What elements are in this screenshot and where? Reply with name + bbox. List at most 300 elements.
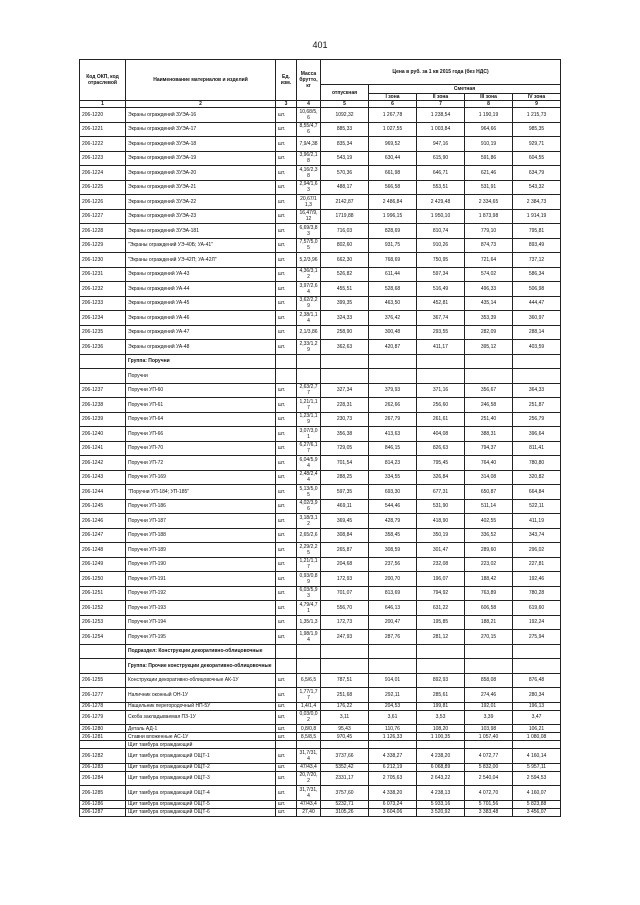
cell-name: "Экраны ограждений УЭ-40Б; УА-41" xyxy=(126,238,276,253)
cell-mass: 1,21/1,17 xyxy=(297,398,321,413)
cell-code: 206-1243 xyxy=(80,470,126,485)
cell-empty xyxy=(417,369,465,384)
cell-price-zone4: 2 384,73 xyxy=(513,195,561,210)
cell-price-zone4: 396,64 xyxy=(513,427,561,442)
cell-code: 206-1248 xyxy=(80,543,126,558)
cell-mass: 2,33/1,29 xyxy=(297,340,321,355)
cell-code: 206-1287 xyxy=(80,808,126,816)
cell-price-release: 3757,60 xyxy=(321,786,369,801)
cell-price-zone2: 795,45 xyxy=(417,456,465,471)
cell-price-zone1: 334,55 xyxy=(369,470,417,485)
group-label: Группа: Прочие конструкции декоративно-облицовочные xyxy=(126,659,276,674)
cell-name: Поручни УП-190 xyxy=(126,557,276,572)
cell-code: 206-1229 xyxy=(80,238,126,253)
cell-price-zone2: 826,63 xyxy=(417,441,465,456)
table-row xyxy=(80,383,561,398)
cell-price-release: 787,51 xyxy=(321,673,369,688)
cell-empty xyxy=(465,741,513,749)
cell-price-zone1: 1 267,78 xyxy=(369,108,417,123)
cell-price-zone3: 763,89 xyxy=(465,586,513,601)
cell-price-zone4: 2 594,53 xyxy=(513,771,561,786)
cell-price-release: 556,70 xyxy=(321,601,369,616)
cell-price-zone4: 296,02 xyxy=(513,543,561,558)
cell-price-zone3: 779,10 xyxy=(465,224,513,239)
cell-price-release: 228,31 xyxy=(321,398,369,413)
table-row xyxy=(80,615,561,630)
cell-price-zone1: 828,69 xyxy=(369,224,417,239)
cell-code: 206-1231 xyxy=(80,267,126,282)
cell-price-zone4: 364,33 xyxy=(513,383,561,398)
cell-code: 206-1254 xyxy=(80,630,126,645)
cell-unit: шт. xyxy=(276,557,297,572)
table-row xyxy=(80,122,561,137)
cell-price-zone1: 200,47 xyxy=(369,615,417,630)
cell-price-zone2: 597,34 xyxy=(417,267,465,282)
cell-price-release: 95,43 xyxy=(321,725,369,733)
cell-price-zone1: 110,76 xyxy=(369,725,417,733)
table-row xyxy=(80,325,561,340)
cell-price-release: 324,33 xyxy=(321,311,369,326)
cell-price-zone2: 1 238,54 xyxy=(417,108,465,123)
cell-empty xyxy=(513,644,561,659)
cell-price-zone3: 5 832,00 xyxy=(465,763,513,771)
cell-name: Поручни УП-70 xyxy=(126,441,276,456)
cell-unit: шт. xyxy=(276,311,297,326)
cell-price-zone2: 196,07 xyxy=(417,572,465,587)
cell-price-release: 327,34 xyxy=(321,383,369,398)
cell-unit: шт. xyxy=(276,586,297,601)
column-number: 6 xyxy=(369,101,417,108)
cell-unit: шт. xyxy=(276,441,297,456)
table-row xyxy=(80,749,561,764)
cell-price-release: 247,93 xyxy=(321,630,369,645)
table-row xyxy=(80,253,561,268)
table-row xyxy=(80,267,561,282)
group-label: Группа: Поручни xyxy=(126,354,276,369)
cell-code: 206-1284 xyxy=(80,771,126,786)
cell-name: Поручни УП-61 xyxy=(126,398,276,413)
cell-unit: шт. xyxy=(276,282,297,297)
cell-price-zone2: 293,55 xyxy=(417,325,465,340)
col-header-estimate: Сметная xyxy=(369,85,561,94)
page-number: 401 xyxy=(312,40,328,50)
cell-unit: шт. xyxy=(276,122,297,137)
column-number: 2 xyxy=(126,101,276,108)
cell-name: Поручни УП-187 xyxy=(126,514,276,529)
cell-unit: шт. xyxy=(276,572,297,587)
column-number: 8 xyxy=(465,101,513,108)
cell-empty xyxy=(276,354,297,369)
table-row xyxy=(80,427,561,442)
table-row xyxy=(80,238,561,253)
cell-code: 206-1285 xyxy=(80,786,126,801)
subgroup-label: Щит тамбура ограждающий xyxy=(126,741,276,749)
cell-price-zone3: 2 540,04 xyxy=(465,771,513,786)
cell-price-release: 2331,17 xyxy=(321,771,369,786)
cell-mass: 4,02/3,96 xyxy=(297,499,321,514)
cell-unit: шт. xyxy=(276,166,297,181)
cell-price-zone4: 795,81 xyxy=(513,224,561,239)
cell-code: 206-1242 xyxy=(80,456,126,471)
cell-code: 206-1253 xyxy=(80,615,126,630)
cell-empty xyxy=(321,659,369,674)
cell-code: 206-1237 xyxy=(80,383,126,398)
cell-price-zone4: 444,47 xyxy=(513,296,561,311)
cell-empty xyxy=(297,369,321,384)
cell-name: Экраны ограждений ЗУЭА-23 xyxy=(126,209,276,224)
cell-price-zone2: 4 238,20 xyxy=(417,749,465,764)
col-header-zone4: IV зона xyxy=(513,94,561,101)
cell-code: 206-1286 xyxy=(80,800,126,808)
cell-price-zone3: 223,02 xyxy=(465,557,513,572)
cell-mass: 2,48/2,44 xyxy=(297,470,321,485)
cell-price-zone4: 893,49 xyxy=(513,238,561,253)
cell-price-zone3: 764,40 xyxy=(465,456,513,471)
cell-price-zone3: 511,14 xyxy=(465,499,513,514)
cell-mass: 7,57/5,05 xyxy=(297,238,321,253)
cell-code: 206-1247 xyxy=(80,528,126,543)
cell-price-zone1: 846,15 xyxy=(369,441,417,456)
cell-price-release: 5352,42 xyxy=(321,763,369,771)
cell-price-zone1: 611,44 xyxy=(369,267,417,282)
cell-name: Поручни УП-188 xyxy=(126,528,276,543)
cell-code: 206-1233 xyxy=(80,296,126,311)
table-row xyxy=(80,470,561,485)
column-number: 5 xyxy=(321,101,369,108)
cell-price-zone3: 270,15 xyxy=(465,630,513,645)
cell-price-zone2: 281,12 xyxy=(417,630,465,645)
cell-empty xyxy=(297,741,321,749)
col-header-price-title: Цена в руб. за 1 кв 2015 года (без НДС) xyxy=(321,60,561,85)
cell-empty xyxy=(513,369,561,384)
cell-price-zone1: 413,63 xyxy=(369,427,417,442)
cell-price-zone3: 794,37 xyxy=(465,441,513,456)
group-row xyxy=(80,354,561,369)
cell-price-release: 835,34 xyxy=(321,137,369,152)
cell-price-zone1: 630,44 xyxy=(369,151,417,166)
cell-price-zone4: 876,48 xyxy=(513,673,561,688)
cell-unit: шт. xyxy=(276,108,297,123)
table-row xyxy=(80,456,561,471)
table-row xyxy=(80,514,561,529)
cell-code: 206-1226 xyxy=(80,195,126,210)
cell-empty xyxy=(80,644,126,659)
cell-name: Экраны ограждений ЗУЭА-21 xyxy=(126,180,276,195)
cell-name: Поручни УП-192 xyxy=(126,586,276,601)
cell-mass: 1,35/1,3 xyxy=(297,615,321,630)
cell-price-zone4: 543,32 xyxy=(513,180,561,195)
cell-empty xyxy=(321,369,369,384)
cell-unit: шт. xyxy=(276,412,297,427)
cell-code: 206-1236 xyxy=(80,340,126,355)
cell-price-zone4: 634,79 xyxy=(513,166,561,181)
col-header-unit: Ед. изм. xyxy=(276,60,297,101)
cell-price-zone1: 428,79 xyxy=(369,514,417,529)
cell-price-release: 258,90 xyxy=(321,325,369,340)
cell-price-release: 802,60 xyxy=(321,238,369,253)
cell-empty xyxy=(276,741,297,749)
cell-name: Поручни УП-64 xyxy=(126,412,276,427)
cell-code: 206-1280 xyxy=(80,725,126,733)
cell-empty xyxy=(465,369,513,384)
cell-price-zone1: 2 486,84 xyxy=(369,195,417,210)
cell-mass: 5,13/5,05 xyxy=(297,485,321,500)
cell-unit: шт. xyxy=(276,725,297,733)
table-row xyxy=(80,311,561,326)
cell-code: 206-1225 xyxy=(80,180,126,195)
table-row xyxy=(80,543,561,558)
cell-mass: 1,98/1,94 xyxy=(297,630,321,645)
table-row xyxy=(80,586,561,601)
table-row xyxy=(80,673,561,688)
cell-price-zone3: 289,60 xyxy=(465,543,513,558)
cell-mass: 0,93/0,89 xyxy=(297,572,321,587)
cell-name: Скоба закладываемая ПЗ-1У xyxy=(126,710,276,725)
cell-name: "Экраны ограждений УЭ-42П; УА-42Л" xyxy=(126,253,276,268)
cell-mass: 8,55/4,76 xyxy=(297,122,321,137)
cell-code: 206-1220 xyxy=(80,108,126,123)
cell-price-zone2: 108,20 xyxy=(417,725,465,733)
table-row xyxy=(80,771,561,786)
cell-price-zone1: 420,87 xyxy=(369,340,417,355)
cell-price-zone2: 1 003,84 xyxy=(417,122,465,137)
cell-code: 206-1227 xyxy=(80,209,126,224)
cell-unit: шт. xyxy=(276,340,297,355)
cell-price-zone2: 615,90 xyxy=(417,151,465,166)
cell-price-zone4: 192,46 xyxy=(513,572,561,587)
cell-mass: 47/43,4 xyxy=(297,763,321,771)
cell-price-zone3: 2 334,65 xyxy=(465,195,513,210)
cell-price-zone4: 403,59 xyxy=(513,340,561,355)
cell-price-zone4: 1 914,19 xyxy=(513,209,561,224)
cell-unit: шт. xyxy=(276,771,297,786)
cell-name: Поручни УП-66 xyxy=(126,427,276,442)
cell-mass: 1,77/1,77 xyxy=(297,688,321,703)
cell-mass: 27,40 xyxy=(297,808,321,816)
cell-unit: шт. xyxy=(276,485,297,500)
cell-code: 206-1246 xyxy=(80,514,126,529)
table-row xyxy=(80,808,561,816)
cell-name: Поручни УП-195 xyxy=(126,630,276,645)
cell-unit: шт. xyxy=(276,615,297,630)
cell-price-zone4: 5 957,11 xyxy=(513,763,561,771)
cell-empty xyxy=(369,644,417,659)
cell-name: Экраны ограждений ЗУЭА-22 xyxy=(126,195,276,210)
group-label: Подраздел: Конструкции декоративно-облицовочные xyxy=(126,644,276,659)
cell-price-zone3: 874,73 xyxy=(465,238,513,253)
col-header-code: Код ОКП, код отраслевой xyxy=(80,60,126,101)
table-row xyxy=(80,485,561,500)
cell-price-zone1: 2 705,63 xyxy=(369,771,417,786)
cell-price-zone2: 232,08 xyxy=(417,557,465,572)
cell-empty xyxy=(417,354,465,369)
cell-unit: шт. xyxy=(276,733,297,741)
cell-price-zone2: 553,51 xyxy=(417,180,465,195)
cell-price-zone3: 192,01 xyxy=(465,702,513,710)
cell-price-zone1: 379,93 xyxy=(369,383,417,398)
table-row xyxy=(80,224,561,239)
cell-price-zone4: 3 456,07 xyxy=(513,808,561,816)
cell-empty xyxy=(80,369,126,384)
table-row xyxy=(80,209,561,224)
cell-price-release: 3,11 xyxy=(321,710,369,725)
cell-price-zone4: 985,35 xyxy=(513,122,561,137)
cell-price-zone3: 591,86 xyxy=(465,151,513,166)
cell-unit: шт. xyxy=(276,224,297,239)
cell-mass: 10,68/5,6 xyxy=(297,108,321,123)
cell-price-zone3: 4 072,70 xyxy=(465,786,513,801)
col-header-zone3: III зона xyxy=(465,94,513,101)
cell-unit: шт. xyxy=(276,808,297,816)
cell-price-zone3: 964,66 xyxy=(465,122,513,137)
group-row xyxy=(80,644,561,659)
cell-price-zone3: 621,46 xyxy=(465,166,513,181)
cell-price-zone3: 388,31 xyxy=(465,427,513,442)
cell-mass: 1,4/1,4 xyxy=(297,702,321,710)
cell-name: Экраны ограждений ЗУЭА-16 xyxy=(126,108,276,123)
cell-price-zone4: 1 215,73 xyxy=(513,108,561,123)
cell-price-release: 265,87 xyxy=(321,543,369,558)
cell-price-release: 172,73 xyxy=(321,615,369,630)
cell-price-zone1: 376,42 xyxy=(369,311,417,326)
cell-price-zone3: 1 190,19 xyxy=(465,108,513,123)
cell-price-zone3: 103,98 xyxy=(465,725,513,733)
cell-unit: шт. xyxy=(276,528,297,543)
cell-price-zone1: 358,45 xyxy=(369,528,417,543)
cell-unit: шт. xyxy=(276,238,297,253)
cell-empty xyxy=(297,644,321,659)
column-number: 9 xyxy=(513,101,561,108)
cell-name: Поручни УП-191 xyxy=(126,572,276,587)
cell-price-zone4: 251,87 xyxy=(513,398,561,413)
cell-price-release: 662,30 xyxy=(321,253,369,268)
table-row xyxy=(80,282,561,297)
cell-unit: шт. xyxy=(276,601,297,616)
cell-code: 206-1281 xyxy=(80,733,126,741)
table-body xyxy=(80,108,561,817)
cell-price-release: 970,45 xyxy=(321,733,369,741)
cell-price-zone4: 256,79 xyxy=(513,412,561,427)
cell-price-zone1: 237,56 xyxy=(369,557,417,572)
cell-price-zone4: 5 823,88 xyxy=(513,800,561,808)
table-row xyxy=(80,630,561,645)
cell-mass: 3,62/2,29 xyxy=(297,296,321,311)
cell-mass: 2,63/2,77 xyxy=(297,383,321,398)
cell-price-zone2: 404,08 xyxy=(417,427,465,442)
cell-price-zone4: 196,13 xyxy=(513,702,561,710)
cell-price-release: 356,38 xyxy=(321,427,369,442)
cell-price-release: 488,17 xyxy=(321,180,369,195)
cell-price-zone1: 566,58 xyxy=(369,180,417,195)
cell-code: 206-1224 xyxy=(80,166,126,181)
cell-code: 206-1240 xyxy=(80,427,126,442)
cell-price-zone2: 285,61 xyxy=(417,688,465,703)
cell-price-zone2: 256,60 xyxy=(417,398,465,413)
cell-code: 206-1252 xyxy=(80,601,126,616)
cell-mass: 2,38/1,14 xyxy=(297,311,321,326)
cell-empty xyxy=(276,659,297,674)
table-row xyxy=(80,688,561,703)
cell-unit: шт. xyxy=(276,456,297,471)
cell-price-zone4: 320,82 xyxy=(513,470,561,485)
cell-mass: 31,7/31,4 xyxy=(297,749,321,764)
cell-empty xyxy=(80,354,126,369)
cell-price-zone3: 650,87 xyxy=(465,485,513,500)
cell-empty xyxy=(321,354,369,369)
cell-price-zone4: 106,21 xyxy=(513,725,561,733)
cell-mass: 2,94/1,63 xyxy=(297,180,321,195)
col-header-zone1: I зона xyxy=(369,94,417,101)
cell-price-release: 251,68 xyxy=(321,688,369,703)
cell-name: Щит тамбура ограждающий ОЩТ-4 xyxy=(126,786,276,801)
cell-name: Щит тамбура ограждающий ОЩТ-5 xyxy=(126,800,276,808)
table-row xyxy=(80,137,561,152)
cell-price-zone4: 280,34 xyxy=(513,688,561,703)
cell-mass: 47/43,4 xyxy=(297,800,321,808)
cell-empty xyxy=(513,741,561,749)
cell-price-zone2: 910,26 xyxy=(417,238,465,253)
cell-price-zone1: 931,75 xyxy=(369,238,417,253)
cell-price-zone2: 411,17 xyxy=(417,340,465,355)
cell-code: 206-1277 xyxy=(80,688,126,703)
cell-price-zone2: 4 238,13 xyxy=(417,786,465,801)
cell-code: 206-1234 xyxy=(80,311,126,326)
column-numbers-row xyxy=(80,101,561,108)
cell-mass: 31,7/31,4 xyxy=(297,786,321,801)
cell-price-zone4: 619,60 xyxy=(513,601,561,616)
cell-empty xyxy=(80,741,126,749)
cell-price-zone3: 188,21 xyxy=(465,615,513,630)
cell-price-zone1: 693,30 xyxy=(369,485,417,500)
cell-price-release: 701,54 xyxy=(321,456,369,471)
cell-name: Щит тамбура ограждающий ОЩТ-6 xyxy=(126,808,276,816)
cell-price-release: 543,19 xyxy=(321,151,369,166)
cell-price-zone3: 4 072,77 xyxy=(465,749,513,764)
cell-price-zone1: 544,46 xyxy=(369,499,417,514)
cell-empty xyxy=(369,354,417,369)
cell-mass: 6,03/5,93 xyxy=(297,586,321,601)
cell-code: 206-1282 xyxy=(80,749,126,764)
cell-price-zone1: 6 212,19 xyxy=(369,763,417,771)
cell-price-release: 469,11 xyxy=(321,499,369,514)
cell-unit: шт. xyxy=(276,427,297,442)
cell-code: 206-1235 xyxy=(80,325,126,340)
cell-price-release: 204,68 xyxy=(321,557,369,572)
cell-empty xyxy=(465,354,513,369)
cell-price-zone4: 288,14 xyxy=(513,325,561,340)
cell-mass: 6,5/6,5 xyxy=(297,673,321,688)
column-number: 3 xyxy=(276,101,297,108)
cell-unit: шт. xyxy=(276,267,297,282)
table-row xyxy=(80,398,561,413)
table-row xyxy=(80,528,561,543)
cell-price-zone2: 1 950,10 xyxy=(417,209,465,224)
cell-price-release: 2142,87 xyxy=(321,195,369,210)
cell-price-zone3: 353,39 xyxy=(465,311,513,326)
cell-unit: шт. xyxy=(276,710,297,725)
cell-name: Экраны ограждений УА-45 xyxy=(126,296,276,311)
cell-price-zone2: 326,84 xyxy=(417,470,465,485)
cell-mass: 0,03/0,02 xyxy=(297,710,321,725)
cell-unit: шт. xyxy=(276,514,297,529)
cell-price-zone4: 780,28 xyxy=(513,586,561,601)
cell-code: 206-1223 xyxy=(80,151,126,166)
table-row xyxy=(80,702,561,710)
cell-mass: 16,47/9,12 xyxy=(297,209,321,224)
cell-mass: 3,97/2,64 xyxy=(297,282,321,297)
cell-price-zone3: 395,12 xyxy=(465,340,513,355)
cell-price-zone4: 192,24 xyxy=(513,615,561,630)
